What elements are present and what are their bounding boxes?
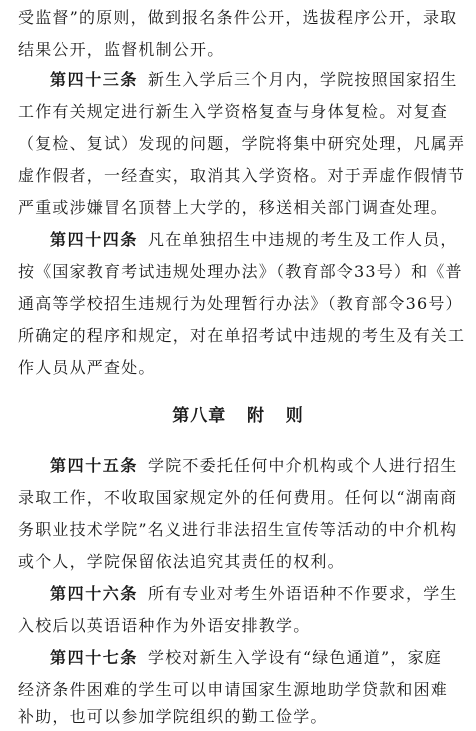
article-46-label: 第四十六条 [50, 584, 139, 603]
chapter-title: 第八章 附 则 [172, 406, 304, 426]
text-line: 严重或涉嫌冒名顶替上大学的，移送相关部门调查处理。 [18, 198, 449, 217]
article-45-label: 第四十五条 [50, 456, 139, 475]
text-line: 工作有关规定进行新生入学资格复查与身体复检。对复查 [18, 102, 449, 121]
article-44-label: 第四十四条 [50, 230, 139, 249]
article-47-first-line [50, 646, 464, 670]
article-43-first-line [50, 68, 464, 92]
text-line: 按《国家教育考试违规处理办法》（教育部令33号）和《普 [18, 262, 463, 281]
article-43-text: 新生入学后三个月内，学院按照国家招生 [148, 70, 458, 89]
text-line: 通高等学校招生违规行为处理暂行办法》（教育部令36号） [18, 294, 463, 313]
text-line: 务职业技术学院”名义进行非法招生宣传等活动的中介机构 [18, 520, 458, 539]
article-46-text: 所有专业对考生外语语种不作要求，学生 [148, 584, 458, 603]
text-line: 入校后以英语语种作为外语安排教学。 [18, 616, 311, 635]
text-line: 录取工作，不收取国家规定外的任何费用。任何以“湖南商 [18, 488, 458, 507]
text-line: 受监督”的原则，做到报名条件公开，选拔程序公开，录取 [18, 8, 458, 27]
article-46-first-line [50, 582, 464, 606]
text-line: 补助，也可以参加学院组织的勤工俭学。 [18, 707, 328, 726]
text-line: 虚作假者，一经查实，取消其入学资格。对于弄虚作假情节 [18, 166, 466, 185]
article-45-text: 学院不委托任何中介机构或个人进行招生 [148, 456, 458, 475]
article-47-label: 第四十七条 [50, 648, 139, 667]
article-47-text: 学校对新生入学设有“绿色通道”，家庭 [148, 648, 442, 667]
text-line: 结果公开，监督机制公开。 [18, 40, 225, 59]
article-43-label: 第四十三条 [50, 70, 139, 89]
text-line: 或个人，学院保留依法追究其责任的权利。 [18, 552, 345, 571]
text-line: 所确定的程序和规定，对在单招考试中违规的考生及有关工 [18, 326, 466, 345]
article-45-first-line [50, 454, 464, 478]
text-line: （复检、复试）发现的问题，学院将集中研究处理，凡属弄 [18, 134, 466, 153]
article-44-first-line [50, 228, 464, 252]
article-44-text: 凡在单独招生中违规的考生及工作人员， [148, 230, 458, 249]
text-line: 作人员从严查处。 [18, 358, 156, 377]
text-line: 经济条件困难的学生可以申请国家生源地助学贷款和困难 [18, 680, 449, 699]
